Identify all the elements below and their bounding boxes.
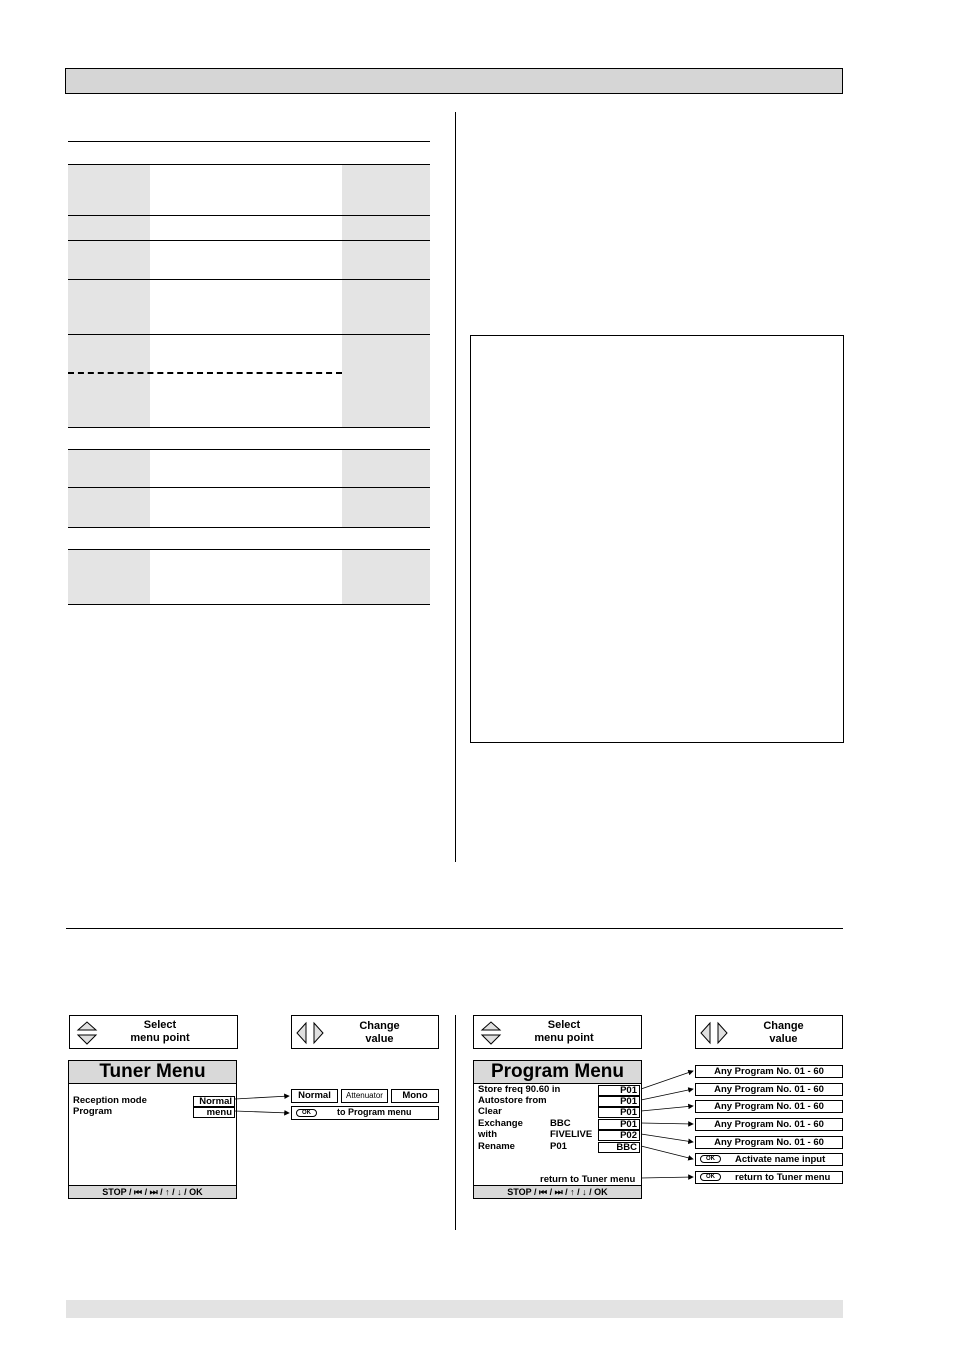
arrow-autostore bbox=[641, 1089, 693, 1100]
exchange-value[interactable]: P01 bbox=[598, 1119, 640, 1130]
rename-value[interactable]: BBC bbox=[598, 1142, 640, 1153]
rename-label: Rename bbox=[478, 1141, 515, 1152]
tuner-select-label-line1: Select bbox=[143, 1019, 177, 1031]
autostore-label: Autostore from bbox=[478, 1095, 547, 1106]
ok-key-icon: OK bbox=[296, 1109, 317, 1117]
store-freq-value[interactable]: P01 bbox=[598, 1085, 640, 1096]
tuner-menu-keys: STOP / ⏮ / ⏭ / ↑ / ↓ / OK bbox=[69, 1185, 236, 1198]
tuner-change-label-line2: value bbox=[365, 1033, 394, 1045]
activate-name-text: Activate name input bbox=[735, 1154, 826, 1165]
with-value[interactable]: P02 bbox=[598, 1130, 640, 1141]
arrow-exchange bbox=[641, 1123, 693, 1124]
program-change-label-line2: value bbox=[769, 1033, 798, 1045]
clear-label: Clear bbox=[478, 1106, 502, 1117]
store-freq-label: Store freq 90.60 in bbox=[478, 1084, 561, 1095]
tuner-option-normal[interactable]: Normal bbox=[291, 1089, 338, 1103]
program-option-autostore[interactable]: Any Program No. 01 - 60 bbox=[695, 1083, 843, 1096]
program-menu-keys: STOP / ⏮ / ⏭ / ↑ / ↓ / OK bbox=[474, 1185, 641, 1198]
tuner-change-label-line1: Change bbox=[359, 1020, 400, 1032]
ok-key-icon: OK bbox=[700, 1155, 721, 1163]
return-tuner-text: return to Tuner menu bbox=[735, 1172, 831, 1183]
to-program-text: to Program menu bbox=[337, 1107, 412, 1117]
program-change-label-line1: Change bbox=[763, 1020, 804, 1032]
program-option-store[interactable]: Any Program No. 01 - 60 bbox=[695, 1065, 843, 1078]
clear-value[interactable]: P01 bbox=[598, 1107, 640, 1118]
arrow-rename bbox=[641, 1146, 693, 1159]
return-to-tuner-text[interactable]: return to Tuner menu bbox=[540, 1174, 636, 1185]
tuner-option-mono[interactable]: Mono bbox=[391, 1089, 439, 1103]
program-option-clear[interactable]: Any Program No. 01 - 60 bbox=[695, 1100, 843, 1113]
program-option-with[interactable]: Any Program No. 01 - 60 bbox=[695, 1136, 843, 1149]
ok-key-icon: OK bbox=[700, 1173, 721, 1181]
program-option-exchange[interactable]: Any Program No. 01 - 60 bbox=[695, 1118, 843, 1131]
exchange-station: BBC bbox=[550, 1118, 571, 1129]
tuner-option-attenuator[interactable]: Attenuator bbox=[341, 1089, 388, 1103]
autostore-value[interactable]: P01 bbox=[598, 1096, 640, 1107]
exchange-label: Exchange bbox=[478, 1118, 523, 1129]
program-label: Program bbox=[73, 1106, 113, 1117]
program-menu-value[interactable]: menu bbox=[193, 1107, 235, 1118]
program-select-label-line1: Select bbox=[547, 1019, 581, 1031]
reception-mode-label: Reception mode bbox=[73, 1095, 147, 1106]
program-menu-title: Program Menu bbox=[474, 1061, 641, 1084]
with-station: FIVELIVE bbox=[550, 1129, 593, 1140]
reception-mode-value[interactable]: Normal bbox=[193, 1096, 235, 1107]
arrow-return bbox=[641, 1177, 693, 1178]
arrow-reception-to-options bbox=[235, 1096, 289, 1099]
arrow-program-to-menu bbox=[235, 1111, 289, 1113]
tuner-select-label-line2: menu point bbox=[130, 1032, 190, 1044]
program-select-label-line2: menu point bbox=[534, 1032, 594, 1044]
arrow-store bbox=[641, 1071, 693, 1089]
with-label: with bbox=[478, 1129, 497, 1140]
arrow-with bbox=[641, 1134, 693, 1142]
arrow-clear bbox=[641, 1106, 693, 1111]
rename-program: P01 bbox=[550, 1141, 567, 1152]
tuner-menu-title: Tuner Menu bbox=[69, 1061, 236, 1084]
